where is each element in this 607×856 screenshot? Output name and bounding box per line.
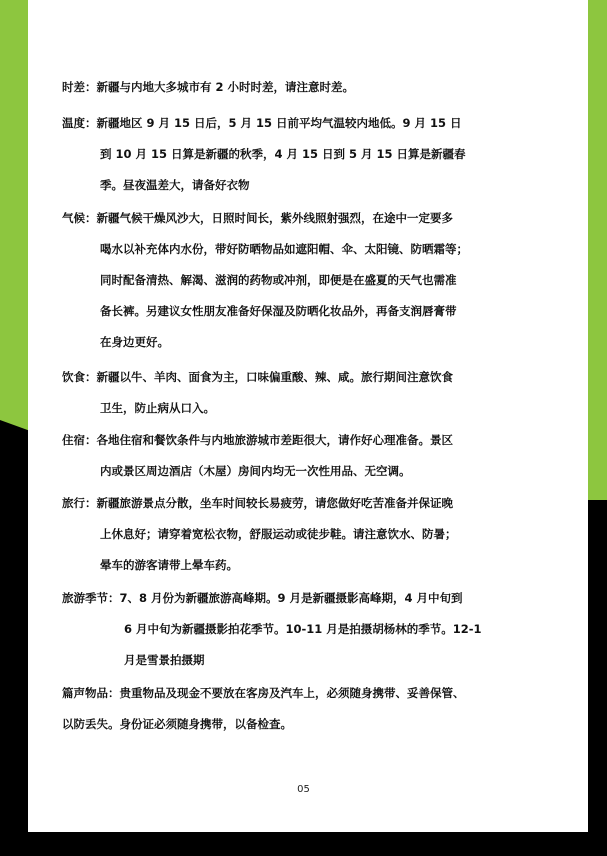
text-line: 同时配备清热、解渴、滋润的药物或冲剂，即便是在盛夏的天气也需准 [100,273,457,287]
text-line: 喝水以补充体内水份，带好防晒物品如遮阳帽、伞、太阳镜、防晒霜等； [100,242,468,256]
section-travel-season: 旅游季节：7、8 月份为新疆旅游高峰期。9 月是新疆摄影高峰期，4 月中旬到 6 月中旬为新疆摄影拍花季节。10-11 月是拍摄胡杨林的季节。12-1 月是雪景拍摄期 [62,583,532,676]
text-line: 月是雪景拍摄期 [124,653,205,667]
section-food: 饮食：新疆以牛、羊肉、面食为主，口味偏重酸、辣、咸。旅行期间注意饮食 卫生，防止病从口入。 [62,362,532,424]
label-time-difference: 时差 [62,80,85,94]
section-time-difference: 时差：新疆与内地大多城市有 2 小时时差，请注意时差。 [62,80,355,94]
label-travel-season: 旅游季节 [62,591,108,605]
label-valuables: 篇声物品 [62,686,108,700]
section-valuables: 篇声物品：贵重物品及现金不要放在客房及汽车上，必须随身携带、妥善保管、 以防丢失。身份证必须随身携带，以备检查。 [62,678,532,740]
text-line: 内或景区周边酒店（木屋）房间内均无一次性用品、无空调。 [100,464,411,478]
text-line: 以防丢失。身份证必须随身携带，以备检查。 [62,717,292,731]
text-line: 新疆与内地大多城市有 2 小时时差，请注意时差。 [96,80,355,94]
section-accommodation: 住宿：各地住宿和餐饮条件与内地旅游城市差距很大，请作好心理准备。景区 内或景区周边酒店（木屋）房间内均无一次性用品、无空调。 [62,425,532,487]
text-line: 贵重物品及现金不要放在客房及汽车上，必须随身携带、妥善保管、 [119,686,465,700]
text-line: 在身边更好。 [100,335,169,349]
label-food: 饮食 [62,370,85,384]
label-climate: 气候 [62,211,85,225]
text-line: 新疆旅游景点分散，坐车时间较长易疲劳，请您做好吃苦准备并保证晚 [96,496,453,510]
text-line: 晕车的游客请带上晕车药。 [100,558,238,572]
section-temperature: 温度：新疆地区 9 月 15 日后，5 月 15 日前平均气温较内地低。9 月 15 日 到 10 月 15 日算是新疆的秋季，4 月 15 日到 5 月 15 日算是新疆春 季。昼夜温差大，请备好衣物 [62,108,532,201]
text-line: 新疆气候干燥风沙大，日照时间长，紫外线照射强烈，在途中一定要多 [96,211,453,225]
text-line: 新疆地区 9 月 15 日后，5 月 15 日前平均气温较内地低。9 月 15 日 [96,116,462,130]
page-number: 05 [297,784,310,795]
text-line: 6 月中旬为新疆摄影拍花季节。10-11 月是拍摄胡杨林的季节。12-1 [124,622,482,636]
section-climate: 气候：新疆气候干燥风沙大，日照时间长，紫外线照射强烈，在途中一定要多 喝水以补充体内水份，带好防晒物品如遮阳帽、伞、太阳镜、防晒霜等； 同时配备清热、解渴、滋润的药物或冲剂，即便是在盛夏的天气也需准 备长裤。另建议女性朋友准备好保湿及防晒化妆品外，再备支润唇膏带 在身边更好。 [62,203,532,358]
text-line: 季。昼夜温差大，请备好衣物 [100,178,250,192]
text-line: 备长裤。另建议女性朋友准备好保湿及防晒化妆品外，再备支润唇膏带 [100,304,457,318]
label-temperature: 温度 [62,116,85,130]
label-travel: 旅行 [62,496,85,510]
text-line: 7、8 月份为新疆旅游高峰期。9 月是新疆摄影高峰期，4 月中旬到 [119,591,463,605]
text-line: 上休息好；请穿着宽松衣物，舒服运动或徒步鞋。请注意饮水、防暑； [100,527,457,541]
text-line: 新疆以牛、羊肉、面食为主，口味偏重酸、辣、咸。旅行期间注意饮食 [96,370,453,384]
section-travel: 旅行：新疆旅游景点分散，坐车时间较长易疲劳，请您做好吃苦准备并保证晚 上休息好；请穿着宽松衣物，舒服运动或徒步鞋。请注意饮水、防暑； 晕车的游客请带上晕车药。 [62,488,532,581]
label-accommodation: 住宿 [62,433,85,447]
text-line: 卫生，防止病从口入。 [100,401,215,415]
text-line: 到 10 月 15 日算是新疆的秋季，4 月 15 日到 5 月 15 日算是新疆春 [100,147,466,161]
text-line: 各地住宿和餐饮条件与内地旅游城市差距很大，请作好心理准备。景区 [96,433,453,447]
